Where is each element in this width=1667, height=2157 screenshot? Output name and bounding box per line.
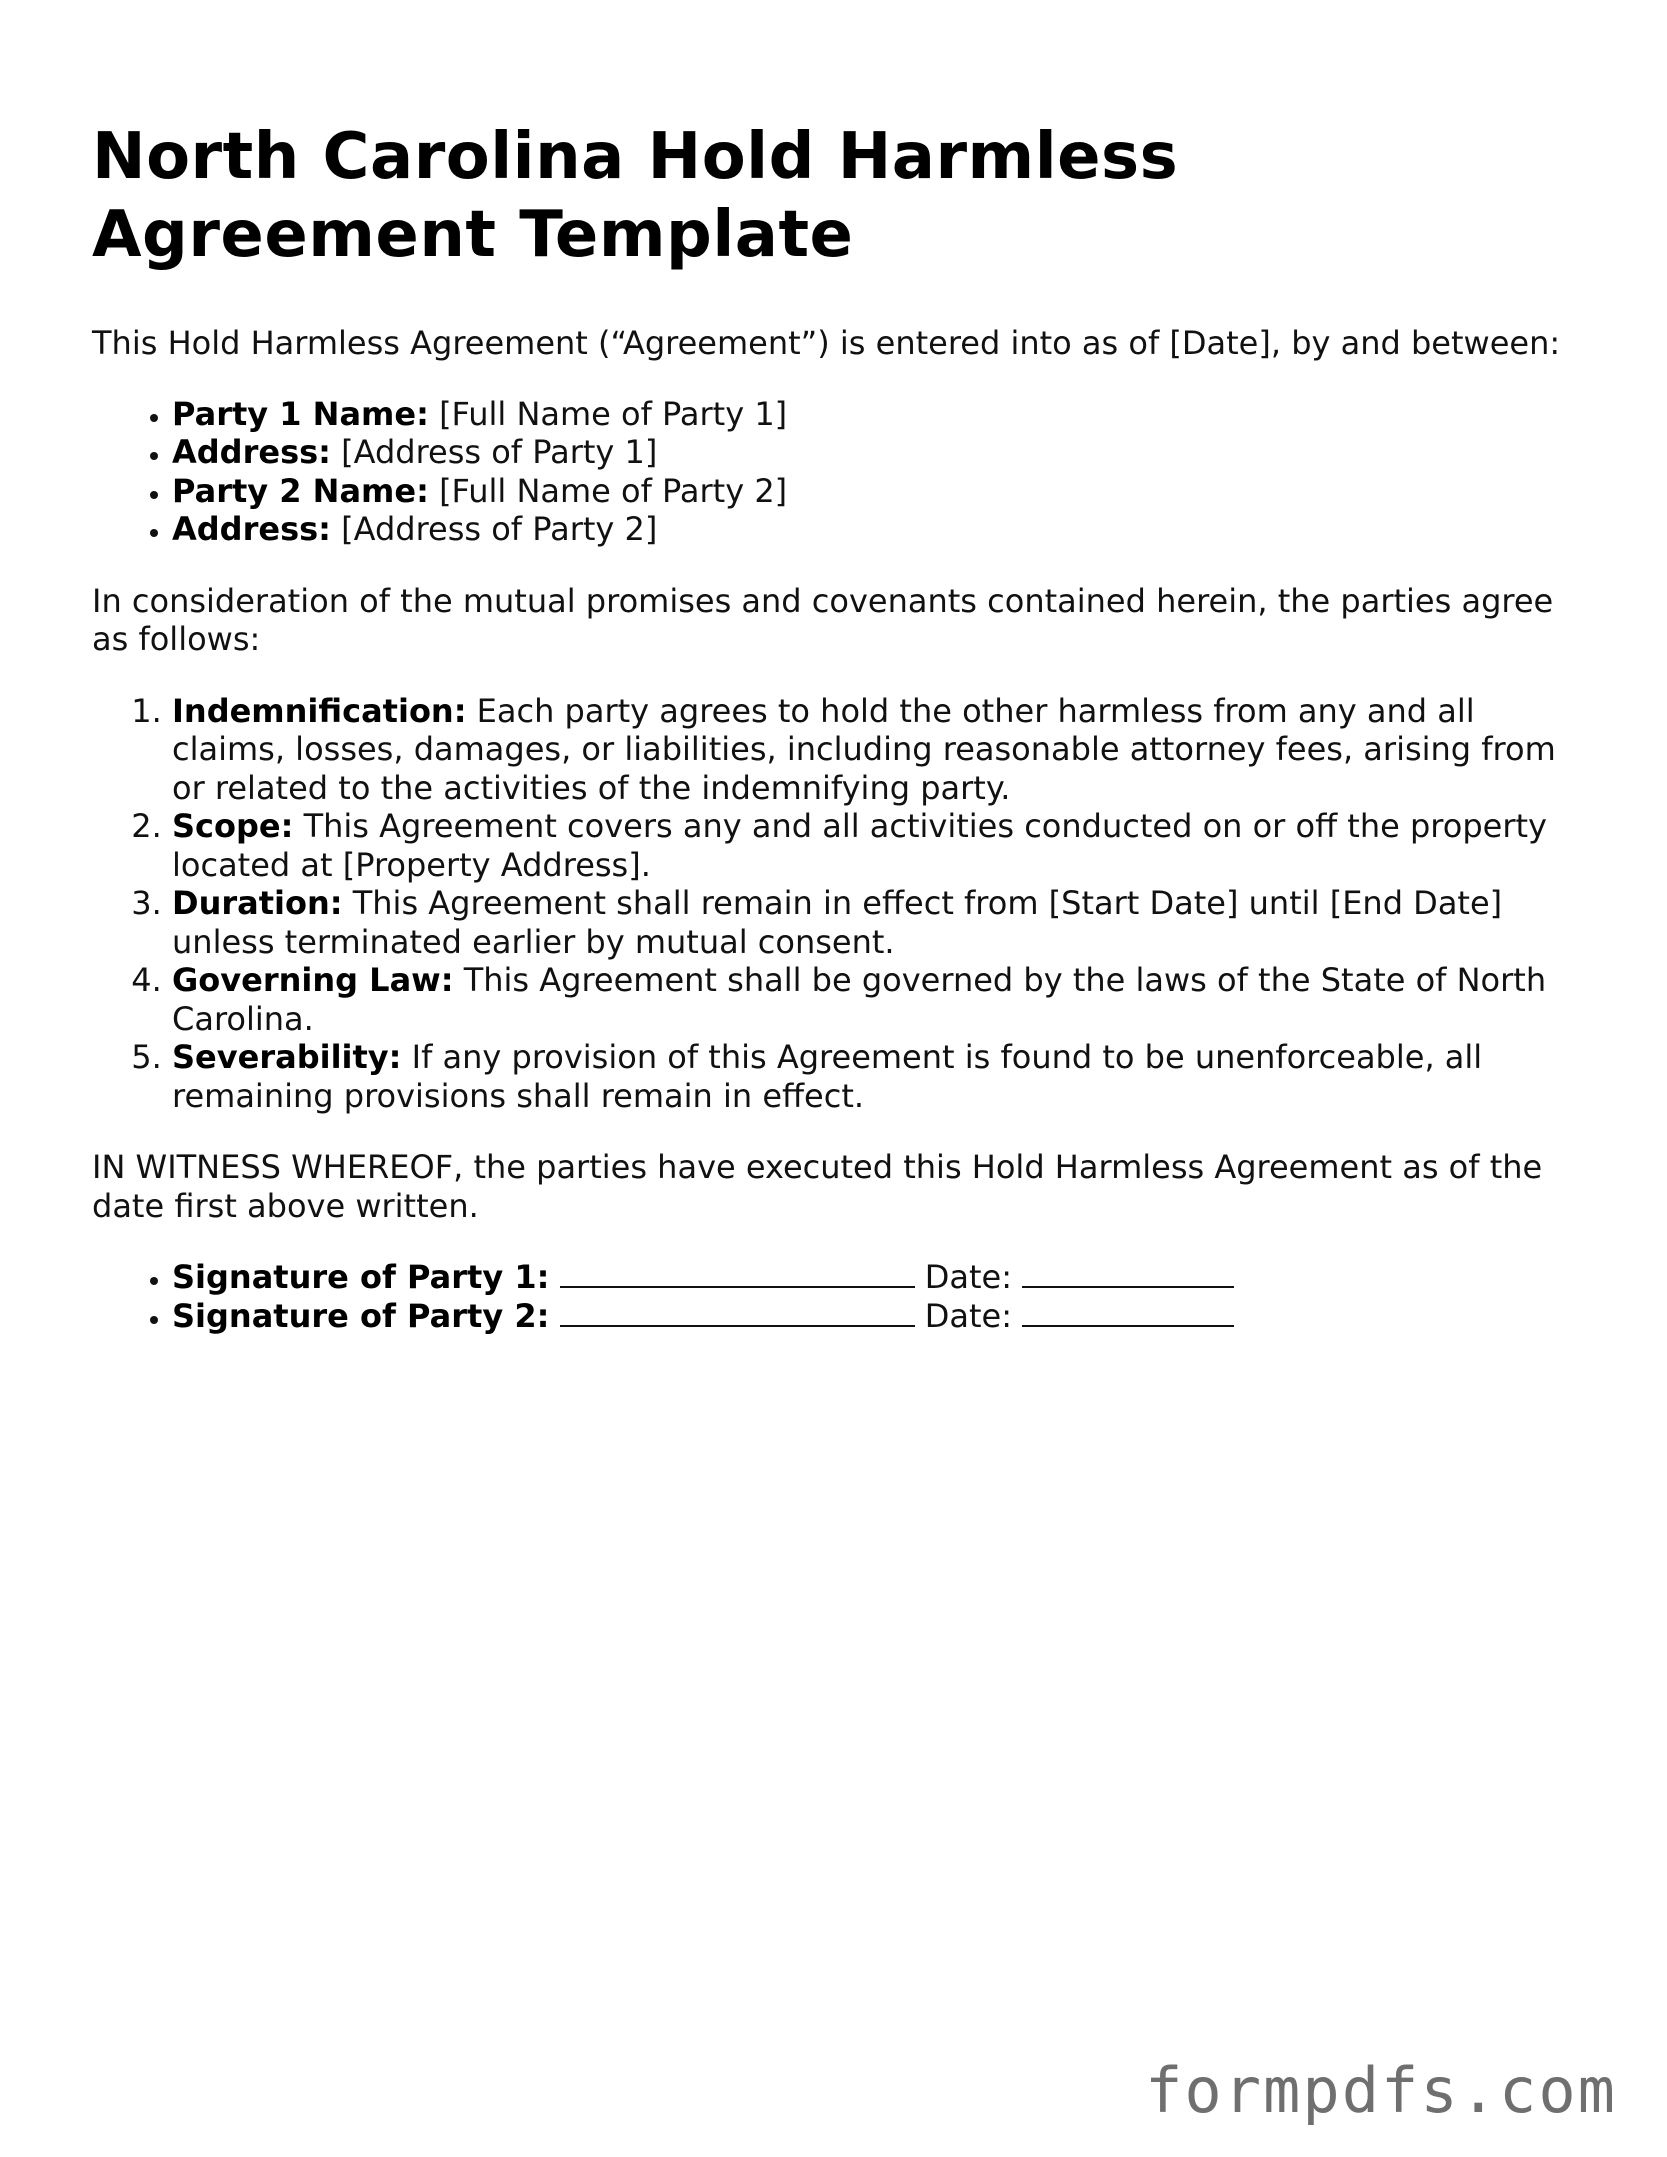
signature-list: [92, 1258, 1582, 1335]
term-text: This Agreement shall remain in effect from [Start Date] until [End Date] unless terminated earlier by mutual consent.: [172, 884, 1503, 961]
witness-paragraph: IN WITNESS WHEREOF, the parties have executed this Hold Harmless Agreement as of the date first above written.: [92, 1148, 1543, 1225]
signature-line[interactable]: [560, 1299, 915, 1327]
party-list: [92, 395, 1582, 549]
party-field-label: Address:: [172, 510, 331, 548]
term-text: If any provision of this Agreement is found to be unenforceable, all remaining provisions shall remain in effect.: [172, 1038, 1483, 1115]
party-field-label: Party 2 Name:: [172, 471, 429, 510]
term-indemnification: [172, 692, 1582, 808]
party-field-value: [Address of Party 1]: [330, 433, 658, 471]
term-label: Scope:: [172, 807, 294, 845]
term-text: This Agreement covers any and all activities conducted on or off the property located at [Property Address].: [172, 807, 1547, 884]
party-1-name-item: [172, 395, 1582, 434]
document-title: North Carolina Hold Harmless Agreement Template: [92, 120, 1179, 272]
party-field-label: Party 1 Name:: [172, 394, 429, 433]
watermark: formpdfs.com: [1145, 2054, 1617, 2127]
term-label: Severability:: [172, 1038, 402, 1076]
term-label: Indemnification:: [172, 691, 467, 730]
term-duration: [172, 884, 1582, 961]
date-line[interactable]: [1022, 1260, 1234, 1288]
document-page: [92, 118, 1582, 1335]
term-scope: [172, 807, 1582, 884]
date-line[interactable]: [1022, 1299, 1234, 1327]
party-field-label: Address:: [172, 433, 331, 471]
signature-label: Signature of Party 2:: [172, 1296, 550, 1335]
term-governing-law: [172, 961, 1582, 1038]
signature-label: Signature of Party 1:: [172, 1258, 550, 1296]
terms-list: [92, 692, 1582, 1116]
party-2-name-item: [172, 472, 1582, 511]
intro-paragraph: This Hold Harmless Agreement (“Agreement”) is entered into as of [Date], by and between:: [92, 324, 1561, 362]
term-text: This Agreement shall be governed by the laws of the State of North Carolina.: [172, 961, 1547, 1038]
signature-party-2: [172, 1297, 1582, 1336]
party-1-address-item: [172, 433, 1582, 472]
party-field-value: [Full Name of Party 1]: [428, 394, 788, 433]
term-text: Each party agrees to hold the other harmless from any and all claims, losses, damages, or liabilities, including reasonable attorney fees, arising from or related to the activities of the indemnifying party.: [172, 691, 1556, 807]
date-label: Date:: [924, 1258, 1012, 1296]
party-2-address-item: [172, 510, 1582, 549]
term-label: Duration:: [172, 884, 343, 922]
party-field-value: [Address of Party 2]: [330, 510, 658, 548]
signature-party-1: [172, 1258, 1582, 1297]
consideration-paragraph: In consideration of the mutual promises and covenants contained herein, the parties agree as follows:: [92, 581, 1554, 658]
term-label: Governing Law:: [172, 961, 454, 999]
date-label: Date:: [924, 1296, 1012, 1335]
term-severability: [172, 1038, 1582, 1115]
signature-line[interactable]: [560, 1260, 915, 1288]
party-field-value: [Full Name of Party 2]: [428, 471, 788, 510]
